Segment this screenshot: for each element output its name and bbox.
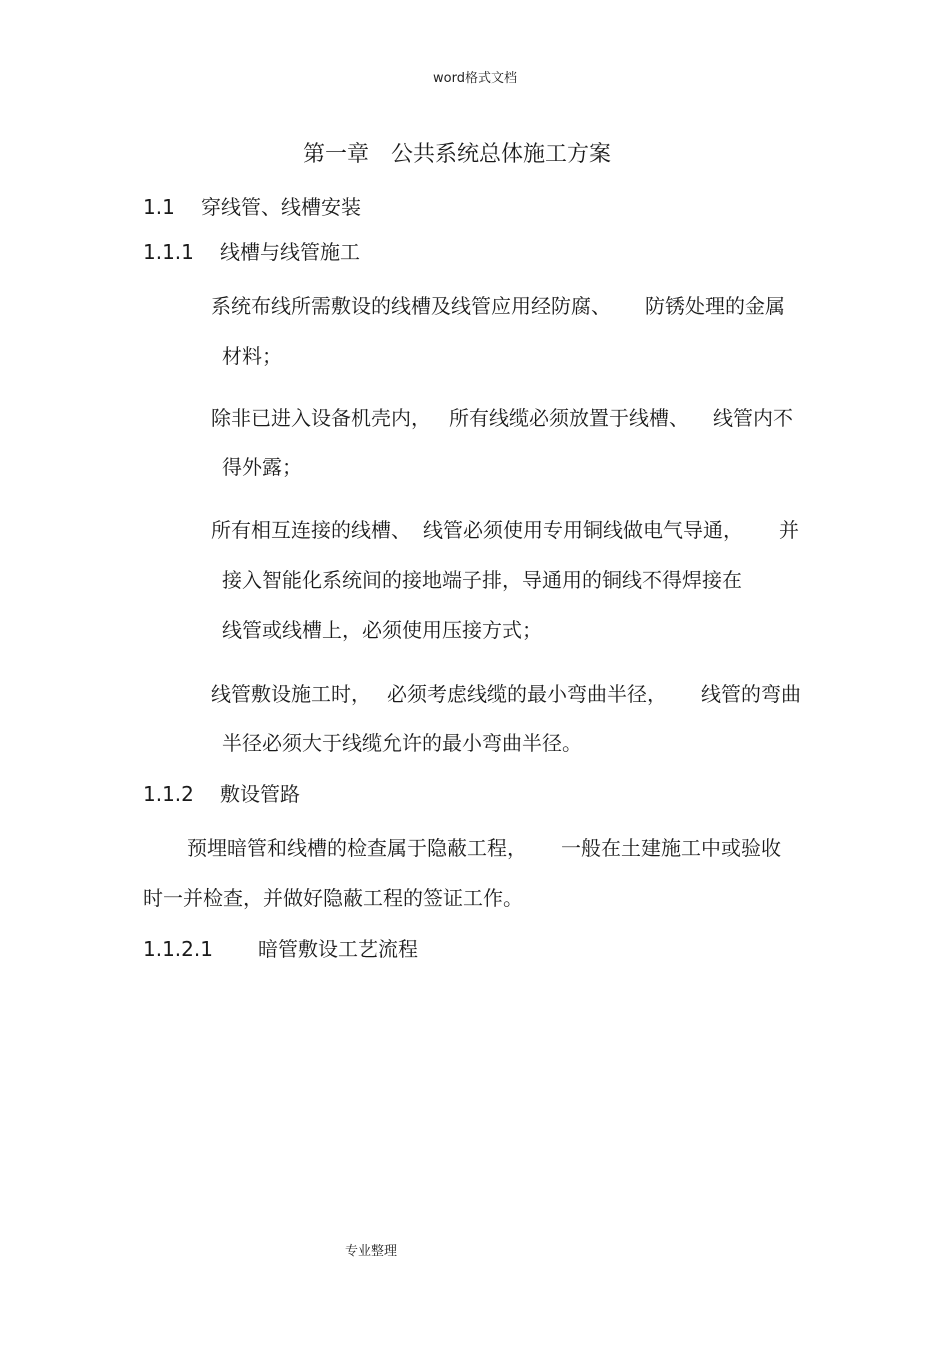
list-item-1-line-1 [211,290,785,319]
list-item-4-line-1 [211,678,801,707]
text-run: 线管内不 [713,406,793,430]
list-item-3-line-1 [211,514,799,543]
heading-number: 1.1.1 [143,240,194,264]
chapter-title [303,137,611,168]
heading-text: 敷设管路 [220,782,300,806]
list-item-1-line-2: 材料； [222,344,282,368]
text-run: 线管的弯曲 [701,682,801,706]
text-run: 所有线缆必须放置于线槽、 [449,406,689,430]
text-run: 线管必须使用专用铜线做电气导通， [423,518,743,542]
text-run: 所有相互连接的线槽、 [211,518,411,542]
text-run: 必须考虑线缆的最小弯曲半径， [387,682,667,706]
list-item-3-line-2: 接入智能化系统间的接地端子排，导通用的铜线不得焊接在 [222,568,742,592]
text-run: 一般在土建施工中或验收 [561,836,781,860]
heading-text: 穿线管、线槽安装 [201,195,361,219]
heading-1-1-1 [143,236,360,265]
heading-number: 1.1.2.1 [143,937,213,961]
paragraph-line-1 [187,832,781,861]
text-run: 防锈处理的金属 [645,294,785,318]
heading-number: 1.1.2 [143,782,194,806]
list-item-2-line-2: 得外露； [222,455,302,479]
heading-1-1 [143,191,361,220]
chapter-name: 公共系统总体施工方案 [391,142,612,167]
chapter-label: 第一章 [303,142,370,167]
text-run: 线管敷设施工时， [211,682,371,706]
paragraph-line-2: 时一并检查，并做好隐蔽工程的签证工作。 [143,886,523,910]
list-item-2-line-1 [211,402,793,431]
heading-1-1-2 [143,778,300,807]
text-run: 系统布线所需敷设的线槽及线管应用经防腐、 [211,294,611,318]
page-header: word格式文档 [433,71,517,86]
text-run: 除非已进入设备机壳内， [211,406,431,430]
page-footer: 专业整理 [345,1244,398,1259]
text-run: 预埋暗管和线槽的检查属于隐蔽工程， [187,836,527,860]
heading-1-1-2-1 [143,933,418,962]
list-item-4-line-2: 半径必须大于线缆允许的最小弯曲半径。 [222,731,582,755]
heading-text: 暗管敷设工艺流程 [258,937,418,961]
text-run: 并 [779,518,799,542]
list-item-3-line-3: 线管或线槽上，必须使用压接方式； [222,618,542,642]
heading-text: 线槽与线管施工 [220,240,360,264]
heading-number: 1.1 [143,195,175,219]
